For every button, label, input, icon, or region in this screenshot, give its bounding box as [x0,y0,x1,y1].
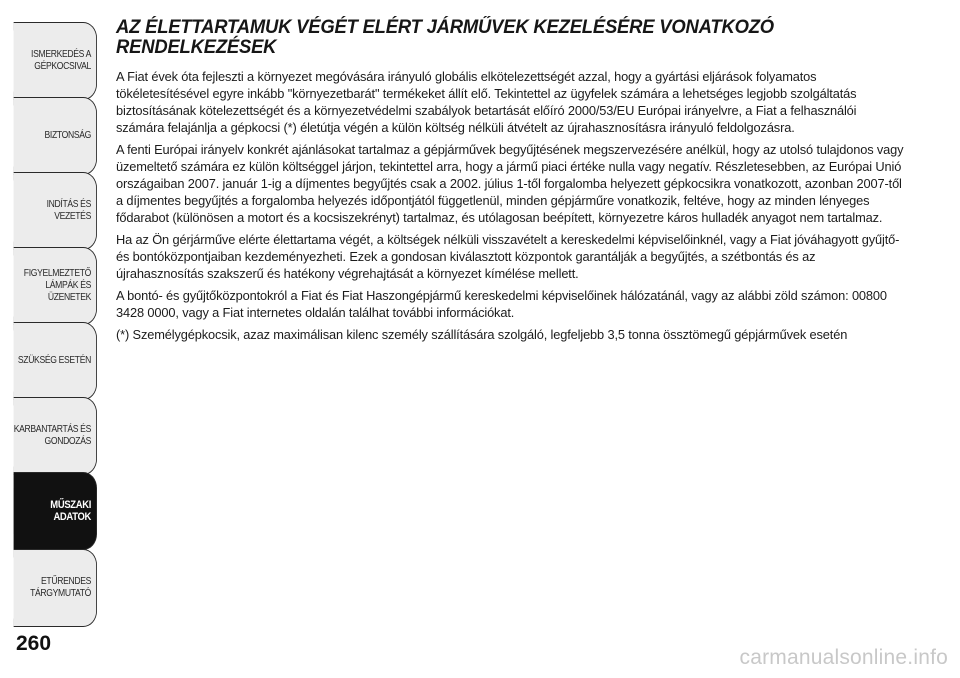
section-title: AZ ÉLETTARTAMUK VÉGÉT ELÉRT JÁRMŰVEK KEZELÉSÉRE VONATKOZÓ RENDELKEZÉSEK [116,17,774,58]
tab-muszaki-adatok[interactable] [14,472,97,550]
tab-label: SZÜKSÉG ESETÉN [17,355,91,366]
tab-karbantartas[interactable] [14,397,97,475]
tab-label: FIGYELMEZTETŐ LÁMPÁK ÉS ÜZENETEK [23,268,91,303]
tab-figyelmezteto[interactable] [14,247,97,325]
tab-targymutato[interactable] [14,549,97,627]
footnote: (*) Személygépkocsik, azaz maximálisan kilenc személy szállítására szolgáló, legfeljebb 3,5 tonna össztömegű gépjárművek esetén [116,327,848,342]
tab-biztonsag[interactable] [14,97,97,175]
tab-label: INDÍTÁS ÉS VEZETÉS [46,199,91,222]
tab-label: KARBANTARTÁS ÉS GONDOZÁS [13,424,91,447]
watermark: carmanualsonline.info [739,646,948,669]
tab-label: MŰSZAKI ADATOK [50,499,91,523]
paragraph: A bontó- és gyűjtőközpontokról a Fiat és Fiat Haszongépjármű kereskedelmi képviselőinek hálózatánál, vagy az alábbi zöld számon: 00800 3428 0000, vagy a Fiat internetes oldalán találhat további információkat. [116,288,887,320]
tab-label: ETŰRENDES TÁRGYMUTATÓ [30,576,91,599]
tab-label: ISMERKEDÉS A GÉPKOCSIVAL [31,49,91,72]
tab-label: BIZTONSÁG [44,130,91,141]
page-number: 260 [16,632,52,655]
paragraph: A fenti Európai irányelv konkrét ajánlásokat tartalmaz a gépjárművek begyűjtésének megszervezésére anélkül, hogy az utolsó tulajdonos vagy üzemeltető számára ez külön költséggel járjon, tekintettel arra, hogy a jármű piaci értéke nulla vagy negatív. Részletesebben, az Európai Unió országaiban 2007. január 1-ig a díjmentes begyűjtés csak a 2002. július 1-től forgalomba helyezett gépkocsikra vonatkozott, azonban 2007-től a díjmentes begyűjtés a forgalomba helyezés időpontjától függetlenül, minden gépjárműre vonatkozik, feltéve, hogy az minden lényeges fődarabot (különösen a motort és a kocsiszekrényt) tartalmaz, és utólagosan beépített, környezetre káros hulladék anyagot nem tartalmaz. [116,142,904,225]
tab-szukseg[interactable] [14,322,97,400]
paragraph: Ha az Ön gérjárműve elérte élettartama végét, a költségek nélküli visszavételt a kereskedelmi képviselőinknél, vagy a Fiat jóváhagyott gyűjtő- és bontóközpontjaiban kezdeményezheti. Ezek a gondosan kiválasztott központok garantálják a begyűjtés, a szétbontás és az újrahasznosítás szakszerű és hatékony végrehajtását a környezet kímélése mellett. [116,232,900,281]
tab-ismerkedes[interactable] [14,22,97,100]
paragraph: A Fiat évek óta fejleszti a környezet megóvására irányuló globális elkötelezettségét azzal, hogy a gyártási eljárások folyamatos tökéletesítésével egyre inkább "környezetbarát" termékeket állít elő. Tekintettel az ügyfelek számára a lehetséges legjobb szolgáltatás biztosításának kötelezettségét és a környezetvédelmi szabályok betartását előíró 2000/53/EU Európai irányelvre, a Fiat a felhasználói számára felajánlja a gépkocsi (*) életútja végén a külön költség nélküli átvételt az újrahasznosításra irányuló feldolgozásra. [116,69,857,135]
tab-inditas[interactable] [14,172,97,250]
document-body [116,18,934,348]
